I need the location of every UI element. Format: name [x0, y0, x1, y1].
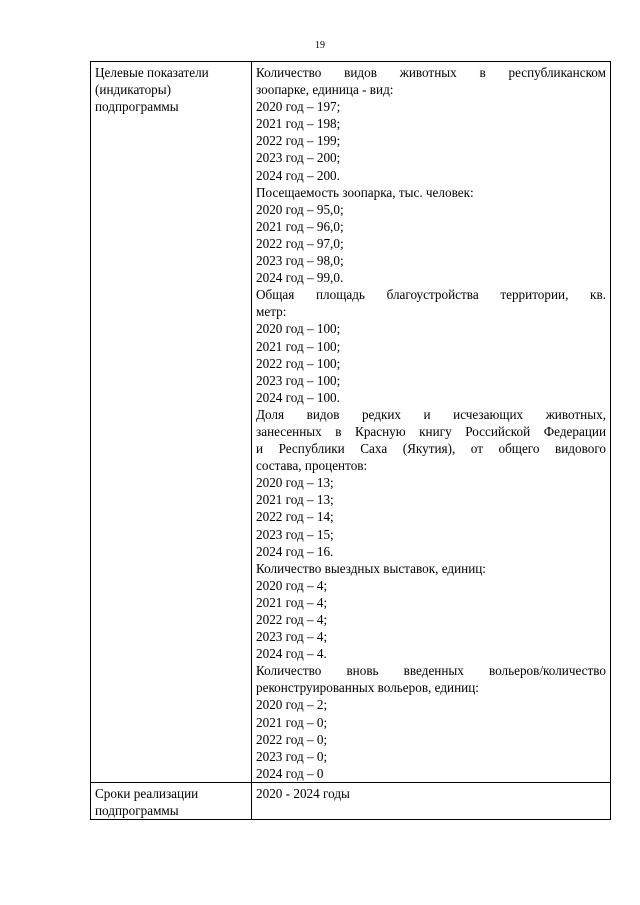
indicator-year-value: 2020 год – 197; — [256, 99, 341, 115]
indicator-year-value: 2023 год – 4; — [256, 629, 328, 645]
indicator-year-value: 2021 год – 96,0; — [256, 218, 344, 234]
indicator-year-value: 2023 год – 200; — [256, 150, 341, 166]
indicator-year-value: 2023 год – 100; — [256, 372, 341, 388]
indicator-year-value: 2024 год – 200. — [256, 167, 340, 183]
indicator-year-value: 2024 год – 4. — [256, 646, 327, 662]
indicator-heading-line: Количество вновь введенных вольеров/количество — [256, 663, 606, 679]
indicator-block — [256, 286, 606, 406]
table-row-indicators — [91, 62, 611, 783]
indicator-year-value: 2021 год – 0; — [256, 714, 328, 730]
indicator-heading-line: Доля видов редких и исчезающих животных, — [256, 406, 606, 422]
indicator-heading-line: Общая площадь благоустройства территории, кв. — [256, 287, 606, 303]
indicator-heading-line: реконструированных вольеров, единиц: — [256, 680, 479, 696]
indicator-heading-line: состава, процентов: — [256, 458, 368, 474]
indicator-block — [256, 662, 606, 782]
indicator-block — [256, 560, 606, 663]
row-label-timeline — [91, 782, 252, 819]
subprogram-passport-table — [90, 61, 611, 820]
indicator-year-value: 2021 год – 4; — [256, 594, 328, 610]
indicator-year-value: 2023 год – 98,0; — [256, 253, 344, 269]
indicator-heading-line: Количество видов животных в республиканском — [256, 65, 606, 80]
indicator-year-value: 2024 год – 0 — [256, 765, 324, 781]
indicator-year-value: 2023 год – 15; — [256, 526, 334, 542]
indicator-block — [256, 406, 606, 560]
indicator-year-value: 2021 год – 198; — [256, 116, 341, 132]
indicator-year-value: 2023 год – 0; — [256, 748, 328, 764]
indicator-year-value: 2024 год – 99,0. — [256, 270, 344, 286]
label-line: подпрограммы — [95, 803, 179, 819]
label-line: Сроки реализации — [95, 785, 199, 801]
indicator-heading-line: Посещаемость зоопарка, тыс. человек: — [256, 184, 474, 200]
indicator-heading-line: зоопарке, единица - вид: — [256, 82, 394, 98]
indicator-year-value: 2022 год – 4; — [256, 612, 328, 627]
indicator-year-value: 2020 год – 13; — [256, 475, 334, 491]
indicator-year-value: 2024 год – 100. — [256, 389, 340, 405]
indicator-year-value: 2022 год – 97,0; — [256, 235, 344, 251]
row-value-indicators — [252, 62, 611, 783]
indicator-year-value: 2020 год – 2; — [256, 697, 328, 713]
indicator-block — [256, 184, 606, 287]
indicator-year-value: 2024 год – 16. — [256, 543, 334, 559]
indicator-year-value: 2021 год – 100; — [256, 338, 341, 354]
indicator-year-value: 2022 год – 0; — [256, 731, 328, 747]
indicator-heading-line: и Республики Саха (Якутия), от общего видового — [256, 441, 606, 457]
table-row-timeline — [91, 782, 611, 819]
label-line: Целевые показатели — [95, 65, 209, 80]
indicator-block — [256, 64, 606, 184]
label-line: (индикаторы) — [95, 82, 172, 98]
indicator-year-value: 2020 год – 95,0; — [256, 201, 344, 217]
indicator-year-value: 2022 год – 199; — [256, 133, 341, 149]
indicator-heading-line: метр: — [256, 304, 287, 320]
indicator-heading-line: Количество выездных выставок, единиц: — [256, 560, 486, 576]
indicator-heading-line: занесенных в Красную книгу Российской Федерации — [256, 423, 606, 439]
indicator-year-value: 2022 год – 14; — [256, 509, 334, 525]
indicator-year-value: 2020 год – 4; — [256, 577, 328, 593]
indicator-year-value: 2021 год – 13; — [256, 492, 334, 508]
indicator-year-value: 2020 год – 100; — [256, 321, 341, 337]
indicator-blocks — [256, 64, 606, 782]
label-line: подпрограммы — [95, 99, 179, 115]
page-number: 19 — [315, 40, 325, 51]
row-value-timeline: 2020 - 2024 годы — [252, 782, 611, 819]
indicator-year-value: 2022 год – 100; — [256, 355, 341, 371]
row-label-indicators — [91, 62, 252, 783]
